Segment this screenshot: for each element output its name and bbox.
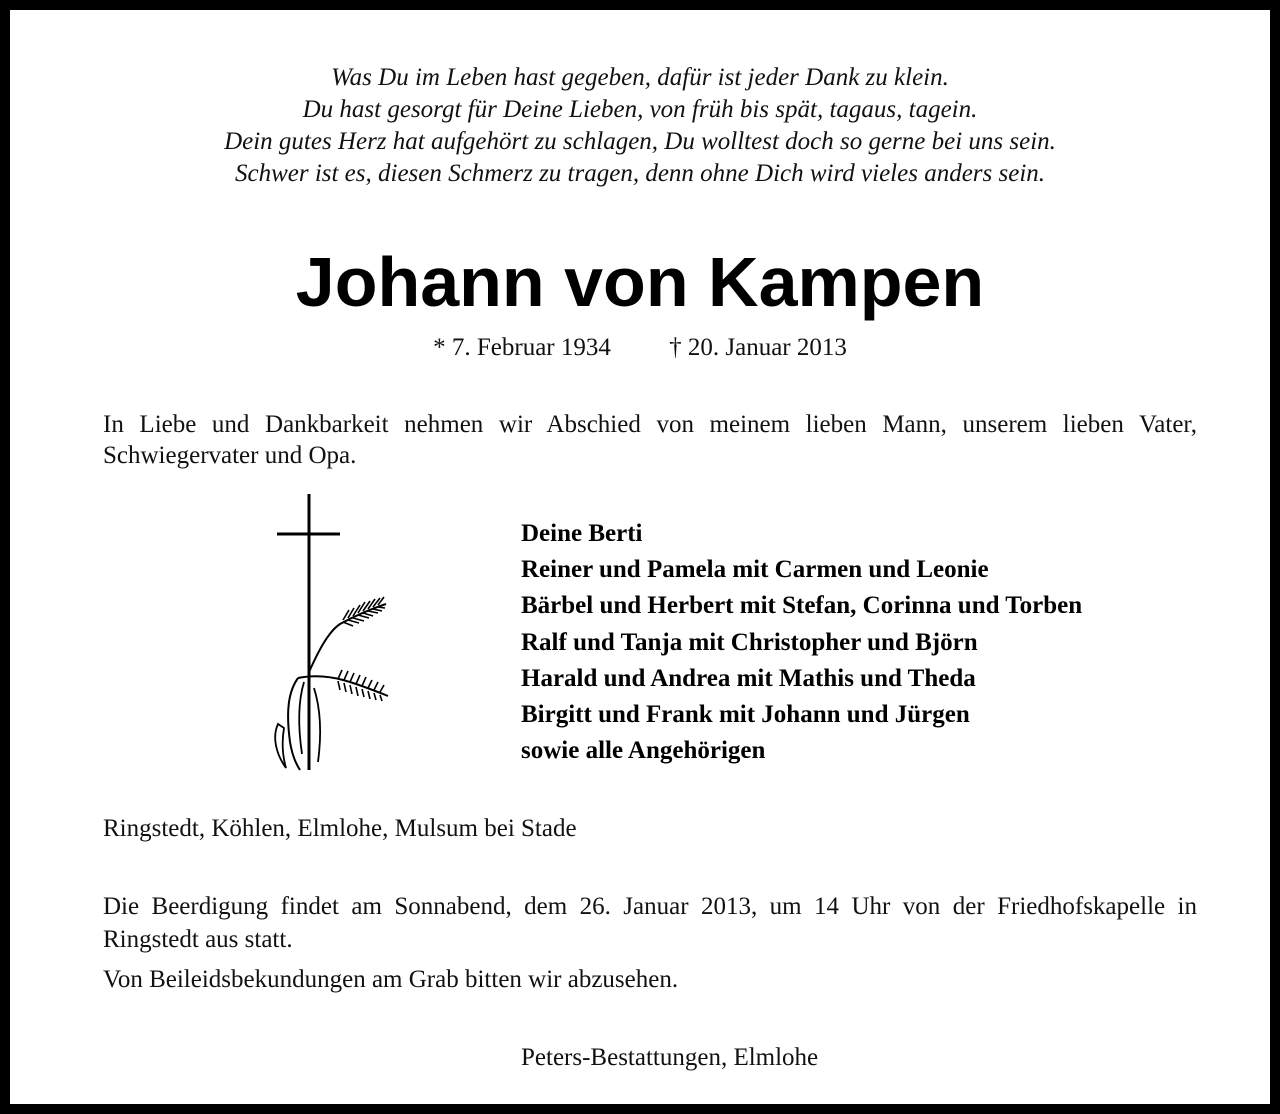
farewell-text: In Liebe und Dankbarkeit nehmen wir Abschied von meinem lieben Mann, unserem lieben Vater, Schwiegervater und Opa.	[103, 411, 1197, 469]
condolence-note: Von Beileidsbekundungen am Grab bitten wir abzusehen.	[103, 966, 679, 993]
list-item: Deine Berti	[521, 520, 643, 547]
list-item: Reiner und Pamela mit Carmen und Leonie	[521, 556, 989, 584]
funeral-notice: Die Beerdigung findet am Sonnabend, dem 26. Januar 2013, um 14 Uhr von der Friedhofskapelle in Ringstedt aus statt.	[103, 893, 1197, 953]
list-item: Harald und Andrea mit Mathis und Theda	[521, 664, 976, 692]
poem-line: Dein gutes Herz hat aufgehört zu schlagen, Du wolltest doch so gerne bei uns sein.	[224, 128, 1056, 155]
list-item: Birgitt und Frank mit Johann und Jürgen	[521, 701, 970, 729]
death-date: † 20. Januar 2013	[669, 334, 847, 361]
list-item: sowie alle Angehörigen	[521, 737, 766, 765]
list-item: Bärbel und Herbert mit Stefan, Corinna und Torben	[521, 592, 1083, 620]
list-item: Ralf und Tanja mit Christopher und Björn	[521, 628, 978, 656]
cross-with-wheat-icon	[268, 492, 398, 774]
poem-line: Schwer ist es, diesen Schmerz zu tragen, denn ohne Dich wird vieles anders sein.	[234, 160, 1046, 187]
life-dates	[10, 332, 1270, 364]
mourners-list	[521, 516, 1082, 769]
undertaker-name: Peters-Bestattungen, Elmlohe	[521, 1044, 819, 1071]
deceased-name: Johann von Kampen	[295, 243, 985, 321]
poem-line: Du hast gesorgt für Deine Lieben, von früh bis spät, tagaus, tagein.	[302, 96, 978, 123]
memorial-poem	[10, 62, 1270, 190]
poem-line: Was Du im Leben hast gegeben, dafür ist jeder Dank zu klein.	[331, 64, 949, 91]
places-line: Ringstedt, Köhlen, Elmlohe, Mulsum bei Stade	[103, 815, 577, 842]
birth-date: * 7. Februar 1934	[433, 334, 611, 361]
